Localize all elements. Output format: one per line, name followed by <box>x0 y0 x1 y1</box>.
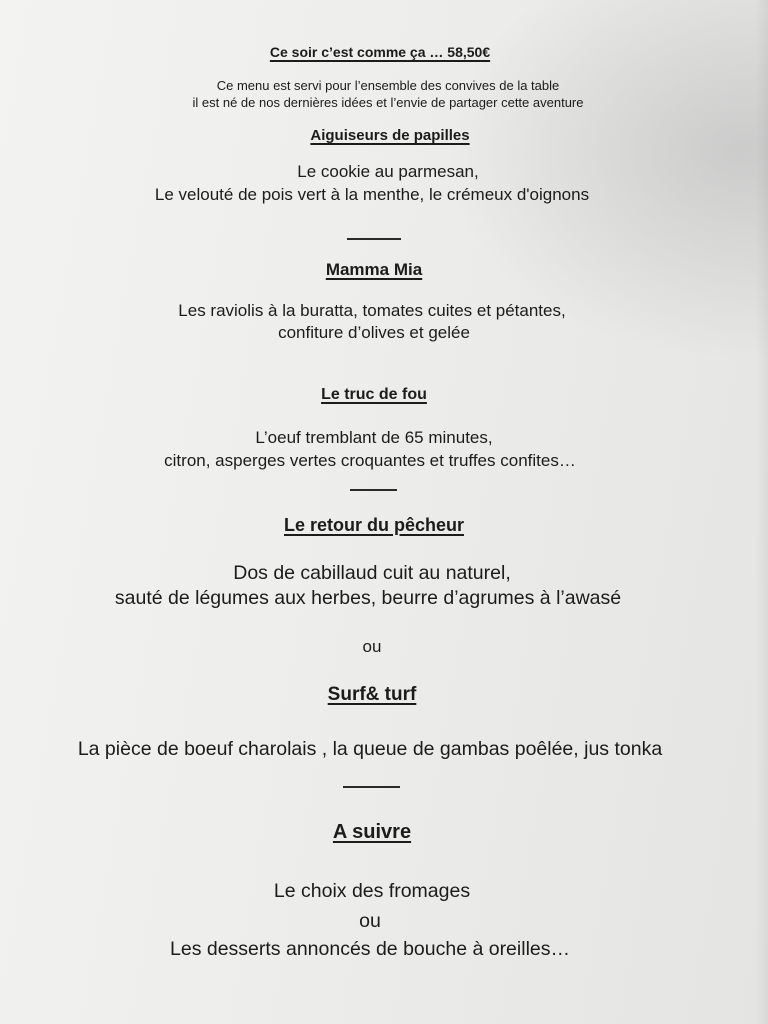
section-surf-turf-line-1: La pièce de boeuf charolais , la queue de gambas poêlée, jus tonka <box>77 738 663 760</box>
separator-2 <box>350 489 397 491</box>
section-title-aiguiseurs: Aiguiseurs de papilles <box>310 127 470 144</box>
section-title-truc-de-fou: Le truc de fou <box>321 386 427 403</box>
section-aiguiseurs-line-1: Le cookie au parmesan, <box>297 162 479 181</box>
section-title-mamma-mia: Mamma Mia <box>325 260 423 279</box>
section-a-suivre-line-1: Le choix des fromages <box>273 880 471 902</box>
alternative-or-1: ou <box>362 637 382 656</box>
section-a-suivre-line-3: Les desserts annoncés de bouche à oreilles… <box>170 938 570 960</box>
separator-1 <box>347 238 401 240</box>
section-title-surf-turf: Surf& turf <box>327 684 417 705</box>
section-retour-du-pecheur-line-2: sauté de légumes aux herbes, beurre d’agrumes à l’awasé <box>114 587 622 609</box>
section-truc-de-fou-line-1: L’oeuf tremblant de 65 minutes, <box>255 428 493 447</box>
section-mamma-mia-line-2: confiture d’olives et gelée <box>278 323 470 342</box>
section-title-a-suivre: A suivre <box>332 821 412 843</box>
menu-intro-line-2: il est né de nos dernières idées et l’envie de partager cette aventure <box>192 95 584 110</box>
section-aiguiseurs-line-2: Le velouté de pois vert à la menthe, le crémeux d'oignons <box>154 185 590 204</box>
paper-edge-shadow <box>756 0 768 1024</box>
section-truc-de-fou-line-2: citron, asperges vertes croquantes et truffes confites… <box>164 451 576 470</box>
section-a-suivre-or: ou <box>359 910 381 932</box>
separator-3 <box>343 786 400 788</box>
menu-intro-line-1: Ce menu est servi pour l’ensemble des convives de la table <box>216 78 560 93</box>
menu-title: Ce soir c’est comme ça … 58,50€ <box>269 44 491 60</box>
section-title-retour-du-pecheur: Le retour du pêcheur <box>283 515 465 535</box>
section-retour-du-pecheur-line-1: Dos de cabillaud cuit au naturel, <box>233 562 511 584</box>
section-mamma-mia-line-1: Les raviolis à la buratta, tomates cuites et pétantes, <box>178 301 566 320</box>
